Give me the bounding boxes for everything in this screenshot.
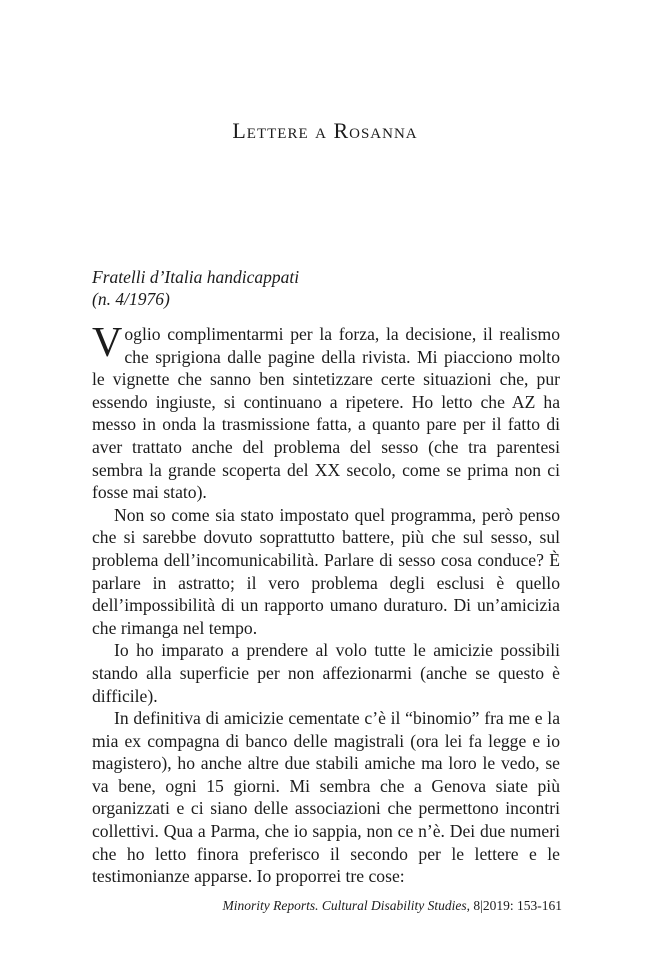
letter-title: Fratelli d’Italia handicappati xyxy=(92,267,300,287)
letter-body xyxy=(92,320,560,888)
citation: , 8|2019: 153-161 xyxy=(466,898,562,913)
page-footer xyxy=(0,898,562,914)
paragraph-text: oglio complimentarmi per la forza, la decisione, il realismo che sprigiona dalle pagine della rivista. Mi piacciono molto le vignette che sanno ben sintetizzare certe situazioni che, pur essendo ingiuste, si continuano a ripetere. Ho letto che AZ ha messo in onda la trasmissione fatta, a quanto pare per il fatto di aver trattato anche del problema del sesso (che tra parentesi sembra la grande scoperta del XX secolo, come se prima non ci fosse mai stato). xyxy=(92,324,560,503)
paragraph: Non so come sia stato impostato quel programma, però penso che si sarebbe dovuto soprattutto battere, più che sul sesso, sul problema dell’incomunicabilità. Parlare di sesso cosa conduce? È parlare in astratto; il vero problema degli esclusi è quello dell’impossibilità di un rapporto umano duraturo. Di un’amicizia che rimanga nel tempo. xyxy=(92,504,560,638)
paragraph xyxy=(92,320,560,504)
chapter-title: Lettere a Rosanna xyxy=(232,118,418,143)
drop-cap: V xyxy=(92,320,123,366)
letter-heading xyxy=(92,266,299,310)
journal-name: Minority Reports. Cultural Disability Studies xyxy=(222,898,467,913)
letter-issue: (n. 4/1976) xyxy=(92,289,170,309)
paragraph: In definitiva di amicizie cementate c’è il “binomio” fra me e la mia ex compagna di banco delle magistrali (ora lei fa legge e io magistero), ho anche altre due stabili amiche ma loro le vedo, se va bene, ogni 15 giorni. Mi sembra che a Genova siate più organizzati e ci siano delle associazioni che permettono incontri collettivi. Qua a Parma, che io sappia, non ce n’è. Dei due numeri che ho letto finora preferisco il secondo per le lettere e le testimonianze apparse. Io proporrei tre cose: xyxy=(92,708,560,887)
paragraph: Io ho imparato a prendere al volo tutte le amicizie possibili stando alla superficie per non affezionarmi (anche se questo è difficile). xyxy=(92,640,560,706)
